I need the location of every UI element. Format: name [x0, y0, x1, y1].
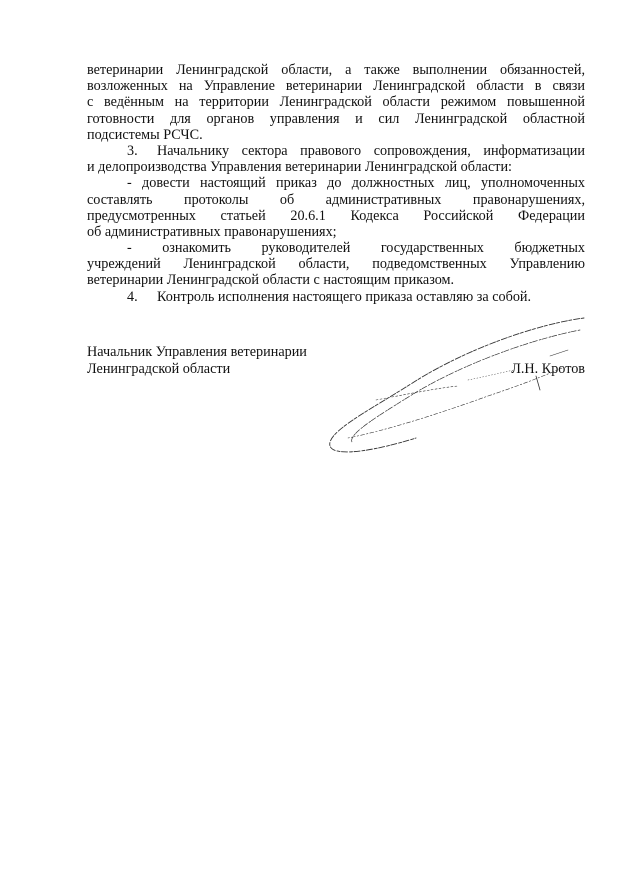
bullet-1-line: об административных правонарушениях; — [87, 223, 337, 240]
signatory-name: Л.Н. Кротов — [511, 361, 585, 377]
body-line: готовности для органов управления и сил Ленинградской областной — [87, 110, 585, 127]
signatory-position-line: Начальник Управления ветеринарии — [87, 344, 307, 360]
bullet-2-line: - ознакомить руководителей государственных бюджетных — [127, 240, 585, 257]
item-3-line: и делопроизводства Управления ветеринарии Ленинградской области: — [87, 159, 512, 176]
bullet-2-line: ветеринарии Ленинградской области с настоящим приказом. — [87, 272, 455, 289]
bullet-1-line: составлять протоколы об административных правонарушениях, — [87, 191, 585, 208]
document-body — [87, 62, 585, 305]
signatory-position-line: Ленинградской области — [87, 360, 231, 377]
body-line: ветеринарии Ленинградской области, а также выполнении обязанностей, — [87, 62, 585, 78]
item-4-line — [87, 289, 585, 305]
handwritten-signature — [318, 310, 598, 470]
signatory-position — [87, 344, 307, 377]
bullet-2-line: учреждений Ленинградской области, подведомственных Управлению — [87, 256, 585, 273]
item-3-text: Начальнику сектора правового сопровождения, информатизации — [157, 142, 585, 159]
body-line: подсистемы РСЧС. — [87, 126, 203, 143]
item-4-text: Контроль исполнения настоящего приказа оставляю за собой. — [157, 288, 532, 305]
bullet-1-line: предусмотренных статьей 20.6.1 Кодекса Российской Федерации — [87, 207, 585, 224]
body-line: возложенных на Управление ветеринарии Ленинградской области в связи — [87, 78, 585, 95]
item-4-number: 4. — [127, 288, 138, 305]
item-3-number: 3. — [127, 142, 138, 159]
bullet-1-line: - довести настоящий приказ до должностных лиц, уполномоченных — [127, 175, 585, 192]
body-line: с ведённым на территории Ленинградской области режимом повышенной — [87, 94, 585, 111]
item-3-line — [87, 143, 585, 159]
